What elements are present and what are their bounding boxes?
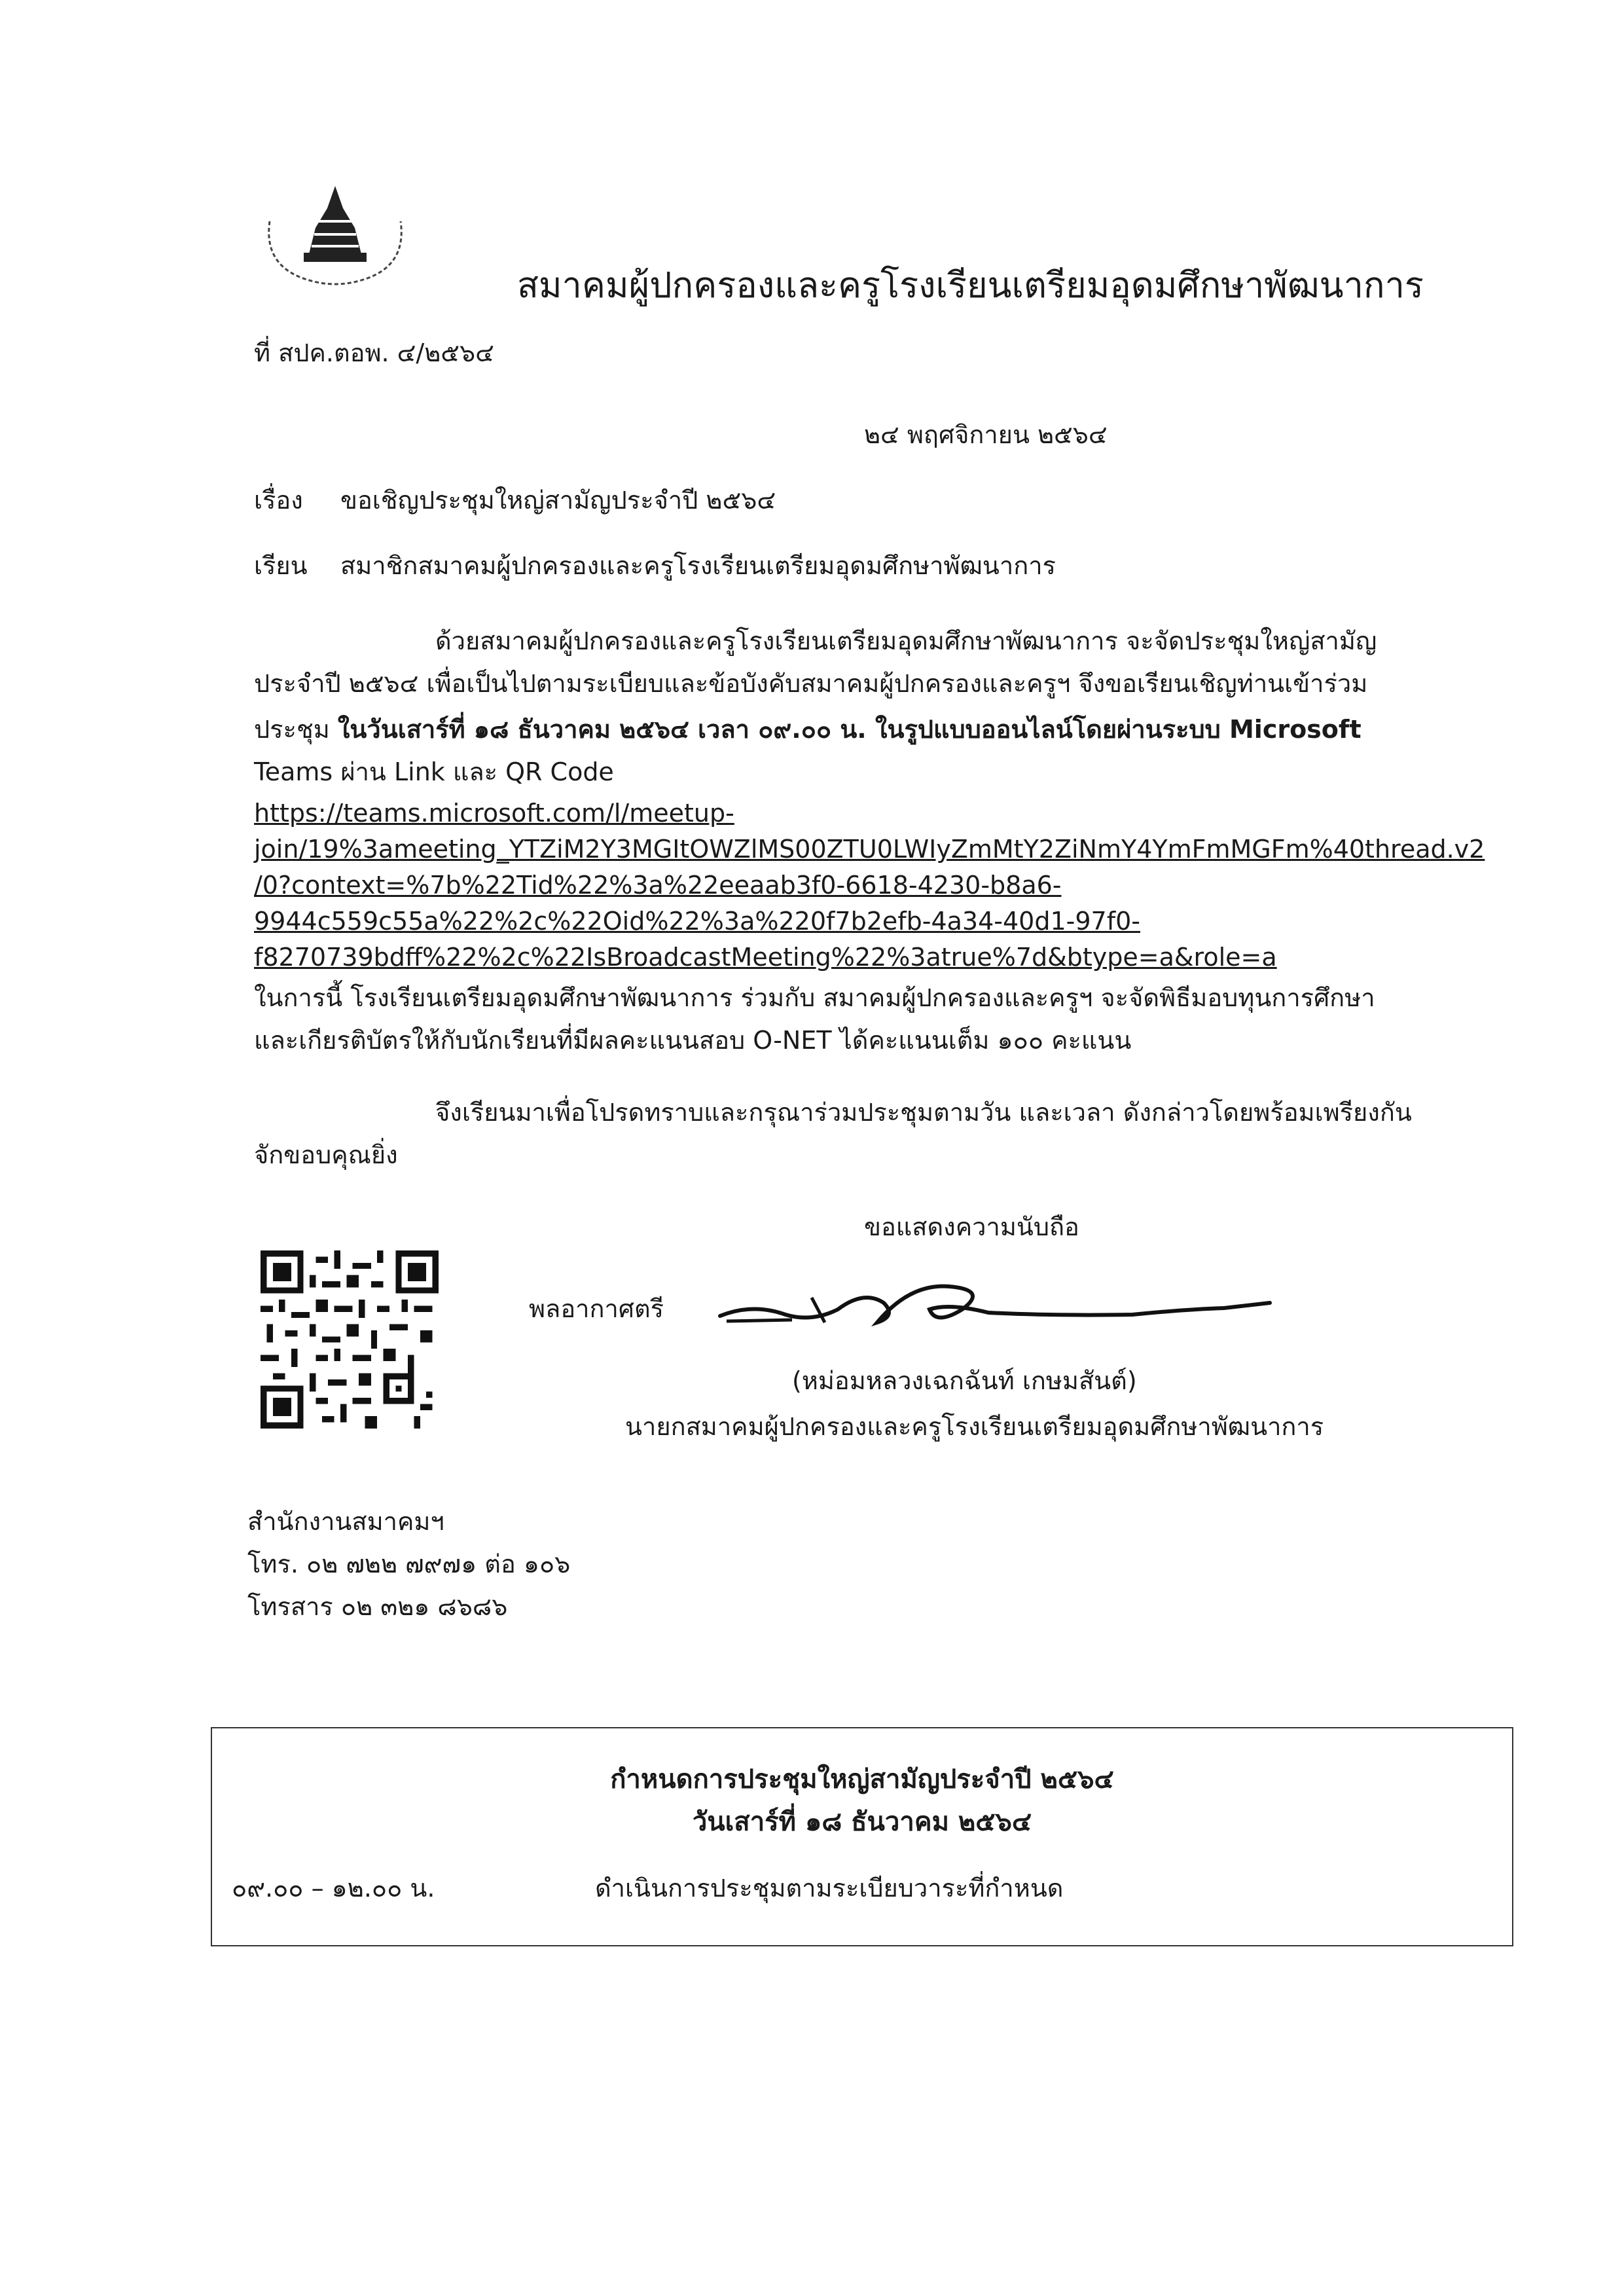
- office-fax: โทรสาร ๐๒ ๓๒๑ ๘๖๘๖: [247, 1592, 508, 1621]
- schedule-activity: ดำเนินการประชุมตามระเบียบวาระที่กำหนด: [595, 1874, 1064, 1903]
- closing-salutation: ขอแสดงความนับถือ: [864, 1212, 1079, 1241]
- body-paragraph-1-line-4: Teams ผ่าน Link และ QR Code: [254, 757, 614, 786]
- body-paragraph-2-line-1: ในการนี้ โรงเรียนเตรียมอุดมศึกษาพัฒนาการ ร่วมกับ สมาคมผู้ปกครองและครูฯ จะจัดพิธีมอบทุนการศึกษา: [254, 983, 1375, 1012]
- subject-text: ขอเชิญประชุมใหญ่สามัญประจำปี ๒๕๖๔: [340, 486, 776, 515]
- body-paragraph-1-line-3: [254, 717, 1362, 742]
- meeting-schedule-box: [211, 1727, 1513, 1946]
- handwritten-signature-icon: [713, 1264, 1276, 1342]
- body-paragraph-1-line-1: ด้วยสมาคมผู้ปกครองและครูโรงเรียนเตรียมอุดมศึกษาพัฒนาการ จะจัดประชุมใหญ่สามัญ: [435, 627, 1377, 655]
- teams-meeting-link-line-1[interactable]: https://teams.microsoft.com/l/meetup-: [254, 799, 734, 828]
- signer-rank: พลอากาศตรี: [529, 1294, 664, 1323]
- body-paragraph-1-line-2: ประจำปี ๒๕๖๔ เพื่อเป็นไปตามระเบียบและข้อบังคับสมาคมผู้ปกครองและครูฯ จึงขอเรียนเชิญท่านเข้าร่วม: [254, 669, 1368, 698]
- body-paragraph-3-line-2: จักขอบคุณยิ่ง: [254, 1140, 398, 1169]
- organization-name: สมาคมผู้ปกครองและครูโรงเรียนเตรียมอุดมศึกษาพัฒนาการ: [517, 264, 1424, 306]
- office-name: สำนักงานสมาคมฯ: [247, 1507, 444, 1536]
- body-paragraph-3-line-1: จึงเรียนมาเพื่อโปรดทราบและกรุณาร่วมประชุมตามวัน และเวลา ดังกล่าวโดยพร้อมเพรียงกัน: [435, 1098, 1412, 1127]
- teams-meeting-link-line-3[interactable]: /0?context=%7b%22Tid%22%3a%22eeaab3f0-6618-4230-b8a6-: [254, 871, 1062, 900]
- qr-code-icon[interactable]: [261, 1250, 439, 1429]
- teams-meeting-link-line-5[interactable]: f8270739bdff%22%2c%22IsBroadcastMeeting%22%3atrue%7d&btype=a&role=a: [254, 943, 1277, 972]
- teams-meeting-link-line-4[interactable]: 9944c559c55a%22%2c%22Oid%22%3a%220f7b2efb-4a34-40d1-97f0-: [254, 907, 1140, 936]
- meeting-datetime-bold: ในวันเสาร์ที่ ๑๘ ธันวาคม ๒๕๖๔ เวลา ๐๙.๐๐ น. ในรูปแบบออนไลน์โดยผ่านระบบ Microsoft: [337, 715, 1362, 744]
- subject-label: เรื่อง: [254, 486, 303, 515]
- phra-kiao-emblem-icon: [257, 182, 414, 293]
- schedule-date: วันเสาร์ที่ ๑๘ ธันวาคม ๒๕๖๔: [692, 1807, 1032, 1837]
- schedule-title: กำหนดการประชุมใหญ่สามัญประจำปี ๒๕๖๔: [610, 1764, 1114, 1795]
- schedule-time: ๐๙.๐๐ – ๑๒.๐๐ น.: [232, 1874, 435, 1903]
- recipient-text: สมาชิกสมาคมผู้ปกครองและครูโรงเรียนเตรียมอุดมศึกษาพัฒนาการ: [340, 551, 1056, 580]
- signer-name: (หม่อมหลวงเฉกฉันท์ เกษมสันต์): [792, 1366, 1137, 1395]
- signer-title: นายกสมาคมผู้ปกครองและครูโรงเรียนเตรียมอุดมศึกษาพัฒนาการ: [625, 1412, 1324, 1441]
- letter-date: ๒๔ พฤศจิกายน ๒๕๖๔: [864, 420, 1108, 449]
- office-phone: โทร. ๐๒ ๗๒๒ ๗๙๗๑ ต่อ ๑๐๖: [247, 1550, 571, 1578]
- teams-meeting-link-line-2[interactable]: join/19%3ameeting_YTZiM2Y3MGItOWZlMS00ZTU0LWIyZmMtY2ZiNmY4YmFmMGFm%40thread.v2: [254, 835, 1485, 864]
- reference-number: ที่ สปค.ตอพ. ๔/๒๕๖๔: [254, 338, 494, 367]
- body-text: ประชุม: [254, 715, 338, 744]
- body-paragraph-2-line-2: และเกียรติบัตรให้กับนักเรียนที่มีผลคะแนนสอบ O-NET ได้คะแนนเต็ม ๑๐๐ คะแนน: [254, 1026, 1132, 1055]
- recipient-label: เรียน: [254, 551, 308, 580]
